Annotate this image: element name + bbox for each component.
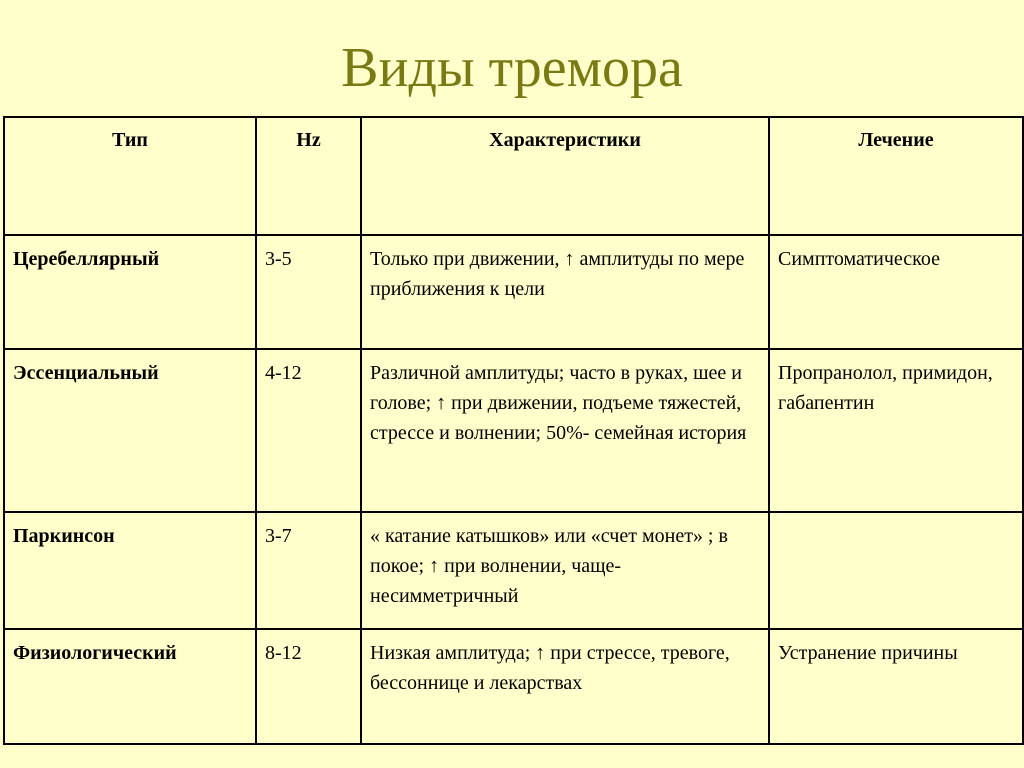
header-type bbox=[4, 117, 256, 235]
cell-hz bbox=[256, 235, 361, 349]
cell-treatment bbox=[769, 235, 1023, 349]
header-type-label: Тип bbox=[112, 129, 148, 151]
cell-type bbox=[4, 235, 256, 349]
cell-type bbox=[4, 349, 256, 512]
characteristics-text: Различной амплитуды; часто в руках, шее и голове; ↑ при движении, подъеме тяжестей, стрессе и волнении; 50%- семейная история bbox=[370, 362, 747, 444]
cell-treatment bbox=[769, 349, 1023, 512]
characteristics-text: Низкая амплитуда; ↑ при стрессе, тревоге, бессоннице и лекарствах bbox=[370, 642, 730, 694]
type-text: Эссенциальный bbox=[13, 362, 159, 384]
cell-treatment bbox=[769, 512, 1023, 629]
tremor-table bbox=[3, 116, 1024, 745]
cell-type bbox=[4, 512, 256, 629]
treatment-text: Устранение причины bbox=[778, 642, 958, 664]
type-text: Физиологический bbox=[13, 642, 177, 664]
characteristics-text: Только при движении, ↑ амплитуды по мере приближения к цели bbox=[370, 248, 745, 300]
table-row bbox=[4, 235, 1023, 349]
treatment-text: Пропранолол, примидон, габапентин bbox=[778, 362, 993, 414]
header-hz-label: Hz bbox=[296, 129, 321, 151]
treatment-text bbox=[770, 513, 1022, 521]
cell-hz bbox=[256, 512, 361, 629]
hz-text: 8-12 bbox=[265, 642, 302, 664]
cell-hz bbox=[256, 349, 361, 512]
characteristics-text: « катание катышков» или «счет монет» ; в покое; ↑ при волнении, чаще- несимметричный bbox=[370, 525, 728, 607]
hz-text: 3-5 bbox=[265, 248, 292, 270]
slide-title: Виды тремора bbox=[341, 37, 683, 99]
table-header-row bbox=[4, 117, 1023, 235]
cell-hz bbox=[256, 629, 361, 744]
header-characteristics bbox=[361, 117, 769, 235]
header-treatment-label: Лечение bbox=[858, 129, 934, 151]
table-row bbox=[4, 629, 1023, 744]
cell-characteristics bbox=[361, 629, 769, 744]
cell-characteristics bbox=[361, 512, 769, 629]
type-text: Церебеллярный bbox=[13, 248, 160, 270]
table-row bbox=[4, 349, 1023, 512]
treatment-text: Симптоматическое bbox=[778, 248, 940, 270]
cell-treatment bbox=[769, 629, 1023, 744]
header-characteristics-label: Характеристики bbox=[489, 129, 641, 151]
header-treatment bbox=[769, 117, 1023, 235]
cell-characteristics bbox=[361, 235, 769, 349]
table-row bbox=[4, 512, 1023, 629]
hz-text: 3-7 bbox=[265, 525, 292, 547]
header-hz bbox=[256, 117, 361, 235]
cell-characteristics bbox=[361, 349, 769, 512]
hz-text: 4-12 bbox=[265, 362, 302, 384]
type-text: Паркинсон bbox=[13, 525, 115, 547]
cell-type bbox=[4, 629, 256, 744]
